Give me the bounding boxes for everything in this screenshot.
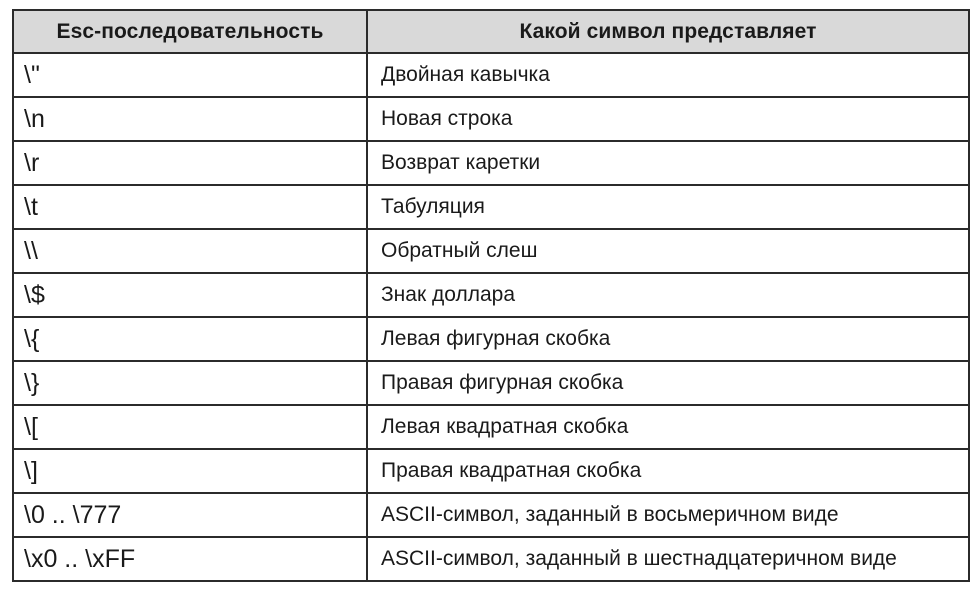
escape-cell: \$ (13, 273, 367, 317)
meaning-cell: Новая строка (367, 97, 969, 141)
table-row (13, 537, 969, 581)
meaning-cell: ASCII-символ, заданный в шестнадцатеричном виде (367, 537, 969, 581)
meaning-cell: Левая фигурная скобка (367, 317, 969, 361)
meaning-cell: Левая квадратная скобка (367, 405, 969, 449)
meaning-cell: Табуляция (367, 185, 969, 229)
meaning-cell: Правая фигурная скобка (367, 361, 969, 405)
table-row (13, 449, 969, 493)
meaning-cell: Обратный слеш (367, 229, 969, 273)
escape-cell: \] (13, 449, 367, 493)
table-row (13, 361, 969, 405)
escape-cell: \} (13, 361, 367, 405)
escape-sequences-table (12, 9, 970, 582)
table-header-row (13, 10, 969, 53)
table-row (13, 141, 969, 185)
header-meaning: Какой символ представляет (367, 10, 969, 53)
header-escape-sequence: Esc-последовательность (13, 10, 367, 53)
table-row (13, 317, 969, 361)
meaning-cell: ASCII-символ, заданный в восьмеричном виде (367, 493, 969, 537)
table-row (13, 229, 969, 273)
table-row (13, 273, 969, 317)
table-row (13, 97, 969, 141)
escape-cell: \r (13, 141, 367, 185)
table-row (13, 53, 969, 97)
meaning-cell: Двойная кавычка (367, 53, 969, 97)
escape-cell: \t (13, 185, 367, 229)
table-row (13, 405, 969, 449)
escape-cell: \n (13, 97, 367, 141)
meaning-cell: Знак доллара (367, 273, 969, 317)
escape-sequences-table-container (12, 9, 968, 582)
escape-cell: \x0 .. \xFF (13, 537, 367, 581)
escape-cell: \{ (13, 317, 367, 361)
table-row (13, 493, 969, 537)
meaning-cell: Правая квадратная скобка (367, 449, 969, 493)
escape-cell: \0 .. \777 (13, 493, 367, 537)
escape-cell: \\ (13, 229, 367, 273)
meaning-cell: Возврат каретки (367, 141, 969, 185)
escape-cell: \[ (13, 405, 367, 449)
escape-cell: \" (13, 53, 367, 97)
table-row (13, 185, 969, 229)
